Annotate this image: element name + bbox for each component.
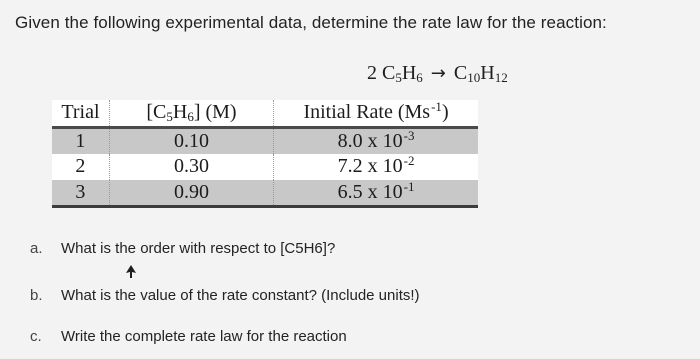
cell-trial: 1: [52, 127, 109, 154]
table-row: [52, 180, 478, 207]
header-trial: Trial: [52, 100, 109, 127]
mouse-cursor-icon: [125, 264, 137, 280]
question-c-letter: c.: [30, 328, 42, 345]
cell-concentration: 0.30: [109, 154, 273, 181]
cell-rate: 8.0 x $10^{-3}$: [337, 127, 415, 152]
cell-trial: 2: [52, 154, 109, 181]
header-concentration: [C5H6] (M): [109, 100, 273, 127]
table-header-row: [52, 100, 478, 127]
question-c-text: Write the complete rate law for the reaction: [61, 328, 347, 345]
rate-data-table: [52, 100, 478, 208]
cell-rate: 6.5 x $10^{-1}$: [274, 180, 478, 207]
table-row: [52, 154, 478, 181]
header-initial-rate: Initial Rate $(Ms^{-1})$: [274, 100, 478, 127]
equation-reactant: $C_5H_6$: [382, 62, 423, 85]
equation-product: $C_{10}H_{12}$: [453, 62, 508, 85]
cell-concentration: 0.90: [109, 180, 273, 207]
problem-prompt: Given the following experimental data, determine the rate law for the reaction:: [15, 13, 607, 32]
cell-rate: 7.2 x $10^{-2}$: [337, 153, 415, 178]
question-b-text: What is the value of the rate constant? (Include units!): [61, 287, 420, 304]
question-a-text: What is the order with respect to [C5H6]?: [61, 240, 336, 257]
cell-trial: 3: [52, 180, 109, 207]
reaction-arrow-icon: →: [430, 63, 446, 84]
table-row: [52, 127, 478, 154]
reaction-equation: [367, 62, 508, 85]
question-b-letter: b.: [30, 287, 43, 304]
question-a-letter: a.: [30, 240, 43, 257]
equation-coefficient: 2: [367, 62, 377, 84]
cell-concentration: 0.10: [109, 127, 273, 154]
